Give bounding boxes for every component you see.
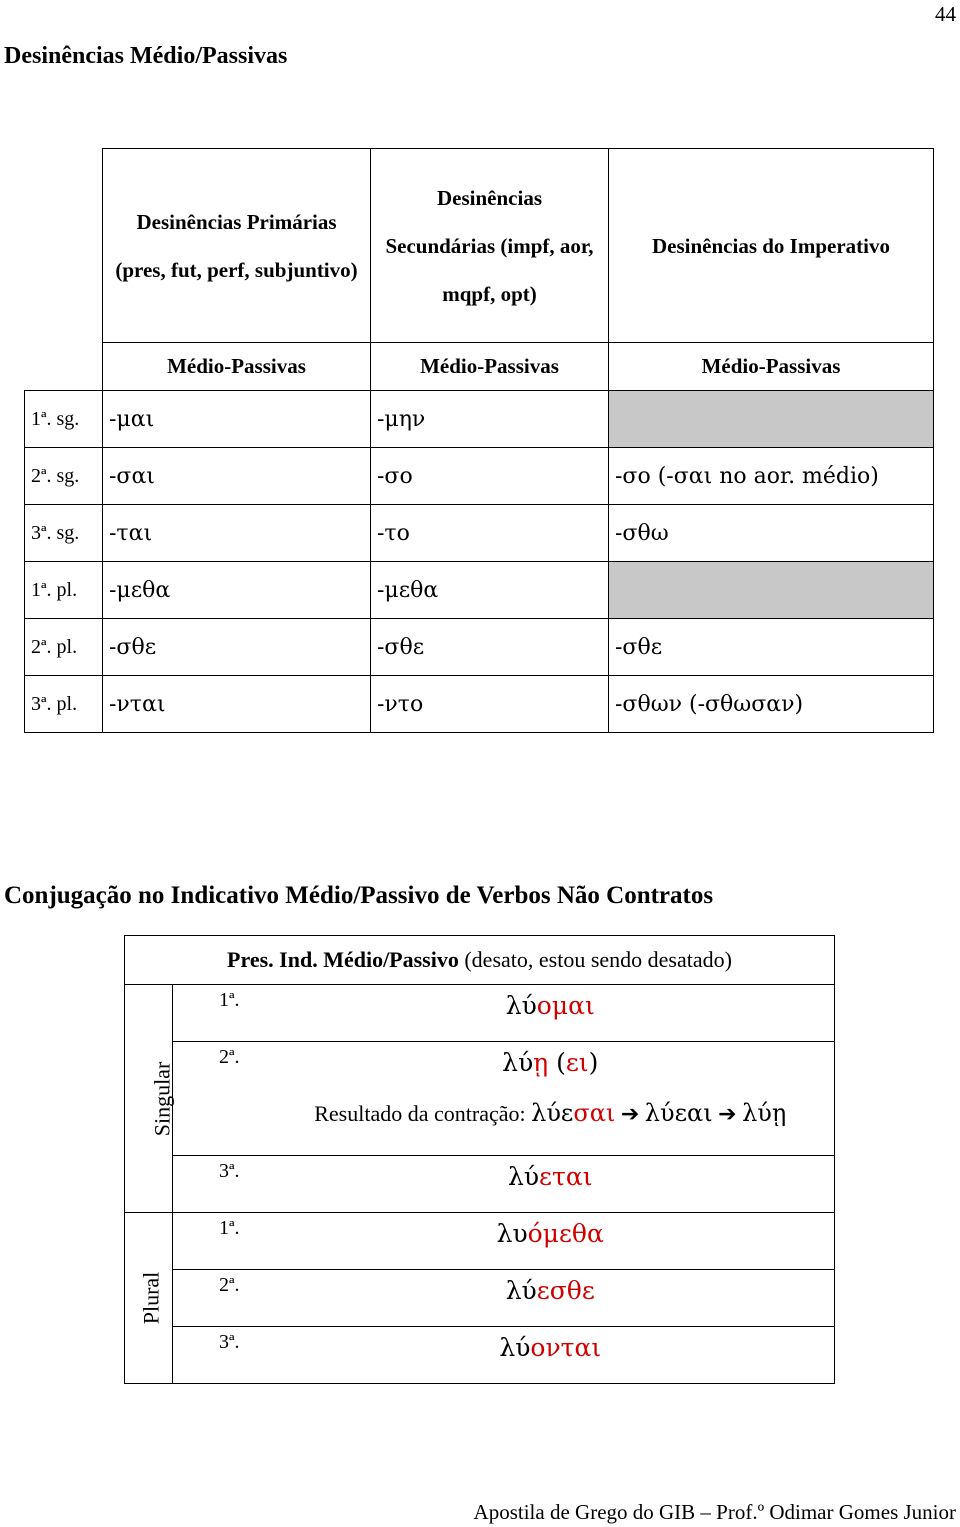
conjugation-title-bold: Pres. Ind. Médio/Passivo (227, 947, 459, 972)
person-number: 2ª. (173, 1270, 267, 1327)
contraction-form-c: λύῃ (742, 1099, 787, 1127)
table-row (25, 391, 934, 448)
subheader-primary: Médio-Passivas (103, 343, 371, 391)
contraction-stem-a: λύε (531, 1099, 574, 1127)
plural-label-cell (125, 1213, 173, 1384)
primary-ending: -νται (103, 676, 371, 733)
conjugation-table (124, 935, 835, 1384)
person-label: 1ª. sg. (25, 391, 103, 448)
person-label: 2ª. pl. (25, 619, 103, 676)
table-row (25, 619, 934, 676)
header-imperative: Desinências do Imperativo (609, 149, 934, 343)
empty-corner (25, 149, 103, 343)
table-row (125, 1270, 835, 1327)
verb-stem: λυ (496, 1219, 528, 1248)
table-row (25, 448, 934, 505)
primary-ending: -ται (103, 505, 371, 562)
alt-ending: ει (565, 1048, 589, 1077)
singular-label-cell (125, 985, 173, 1213)
primary-ending: -σαι (103, 448, 371, 505)
alt-open: ( (548, 1048, 566, 1077)
imperative-ending-empty (609, 391, 934, 448)
section-title-endings: Desinências Médio/Passivas (4, 43, 288, 69)
table-row (125, 985, 835, 1042)
verb-ending: ομαι (536, 991, 595, 1020)
primary-ending: -σθε (103, 619, 371, 676)
table-row (25, 505, 934, 562)
secondary-ending: -μεθα (371, 562, 609, 619)
page-number: 44 (935, 2, 956, 26)
empty-corner-2 (25, 343, 103, 391)
endings-table (24, 148, 934, 733)
contraction-form-b: λύεαι (644, 1099, 713, 1127)
table-row (125, 1156, 835, 1213)
header-primary: Desinências Primárias (pres, fut, perf, subjuntivo) (103, 149, 371, 343)
person-label: 3ª. pl. (25, 676, 103, 733)
conjugation-title-rest: (desato, estou sendo desatado) (464, 947, 732, 972)
verb-stem: λύ (507, 1162, 540, 1191)
plural-label: Plural (138, 1271, 164, 1325)
subheader-secondary: Médio-Passivas (371, 343, 609, 391)
verb-stem: λύ (502, 1048, 534, 1077)
verb-form (267, 1042, 835, 1156)
section-title-conjugation: Conjugação no Indicativo Médio/Passivo de Verbos Não Contratos (4, 882, 714, 909)
person-number: 3ª. (173, 1156, 267, 1213)
person-label: 2ª. sg. (25, 448, 103, 505)
singular-label: Singular (149, 1061, 175, 1136)
table-row (125, 1042, 835, 1156)
table-row (125, 1327, 835, 1384)
verb-form (267, 1270, 835, 1327)
imperative-ending-empty (609, 562, 934, 619)
person-label: 1ª. pl. (25, 562, 103, 619)
person-number: 3ª. (173, 1327, 267, 1384)
subheader-imperative: Médio-Passivas (609, 343, 934, 391)
secondary-ending: -ντο (371, 676, 609, 733)
primary-ending: -μαι (103, 391, 371, 448)
alt-close: ) (588, 1048, 599, 1077)
person-number: 1ª. (173, 1213, 267, 1270)
table-row (25, 676, 934, 733)
secondary-ending: -μην (371, 391, 609, 448)
contraction-label: Resultado da contração: (314, 1101, 526, 1126)
arrow-right-icon: ➔ (718, 1101, 737, 1126)
verb-form (267, 1156, 835, 1213)
person-label: 3ª. sg. (25, 505, 103, 562)
verb-stem: λύ (499, 1333, 531, 1362)
contraction-result (267, 1099, 835, 1127)
verb-ending: ῃ (533, 1048, 549, 1077)
verb-form (267, 1327, 835, 1384)
imperative-ending: -σθων (-σθωσαν) (609, 676, 934, 733)
verb-ending: εσθε (536, 1276, 595, 1305)
person-number: 2ª. (173, 1042, 267, 1156)
contraction-ending-a: σαι (573, 1099, 616, 1127)
person-number: 1ª. (173, 985, 267, 1042)
table-row (125, 1213, 835, 1270)
header-secondary: Desinências Secundárias (impf, aor, mqpf, opt) (371, 149, 609, 343)
conjugation-title (125, 936, 835, 985)
table-row (25, 562, 934, 619)
imperative-ending: -σθε (609, 619, 934, 676)
arrow-right-icon: ➔ (620, 1101, 640, 1126)
footer: Apostila de Grego do GIB – Prof.º Odimar Gomes Junior (473, 1500, 956, 1524)
primary-ending: -μεθα (103, 562, 371, 619)
verb-ending: ονται (530, 1333, 602, 1362)
secondary-ending: -το (371, 505, 609, 562)
verb-stem: λύ (505, 991, 537, 1020)
verb-ending: εται (539, 1162, 593, 1191)
imperative-ending: -σο (-σαι no aor. médio) (609, 448, 934, 505)
verb-stem: λύ (505, 1276, 537, 1305)
verb-form (267, 1213, 835, 1270)
secondary-ending: -σθε (371, 619, 609, 676)
verb-form (267, 985, 835, 1042)
imperative-ending: -σθω (609, 505, 934, 562)
verb-ending: όμεθα (527, 1219, 604, 1248)
secondary-ending: -σο (371, 448, 609, 505)
